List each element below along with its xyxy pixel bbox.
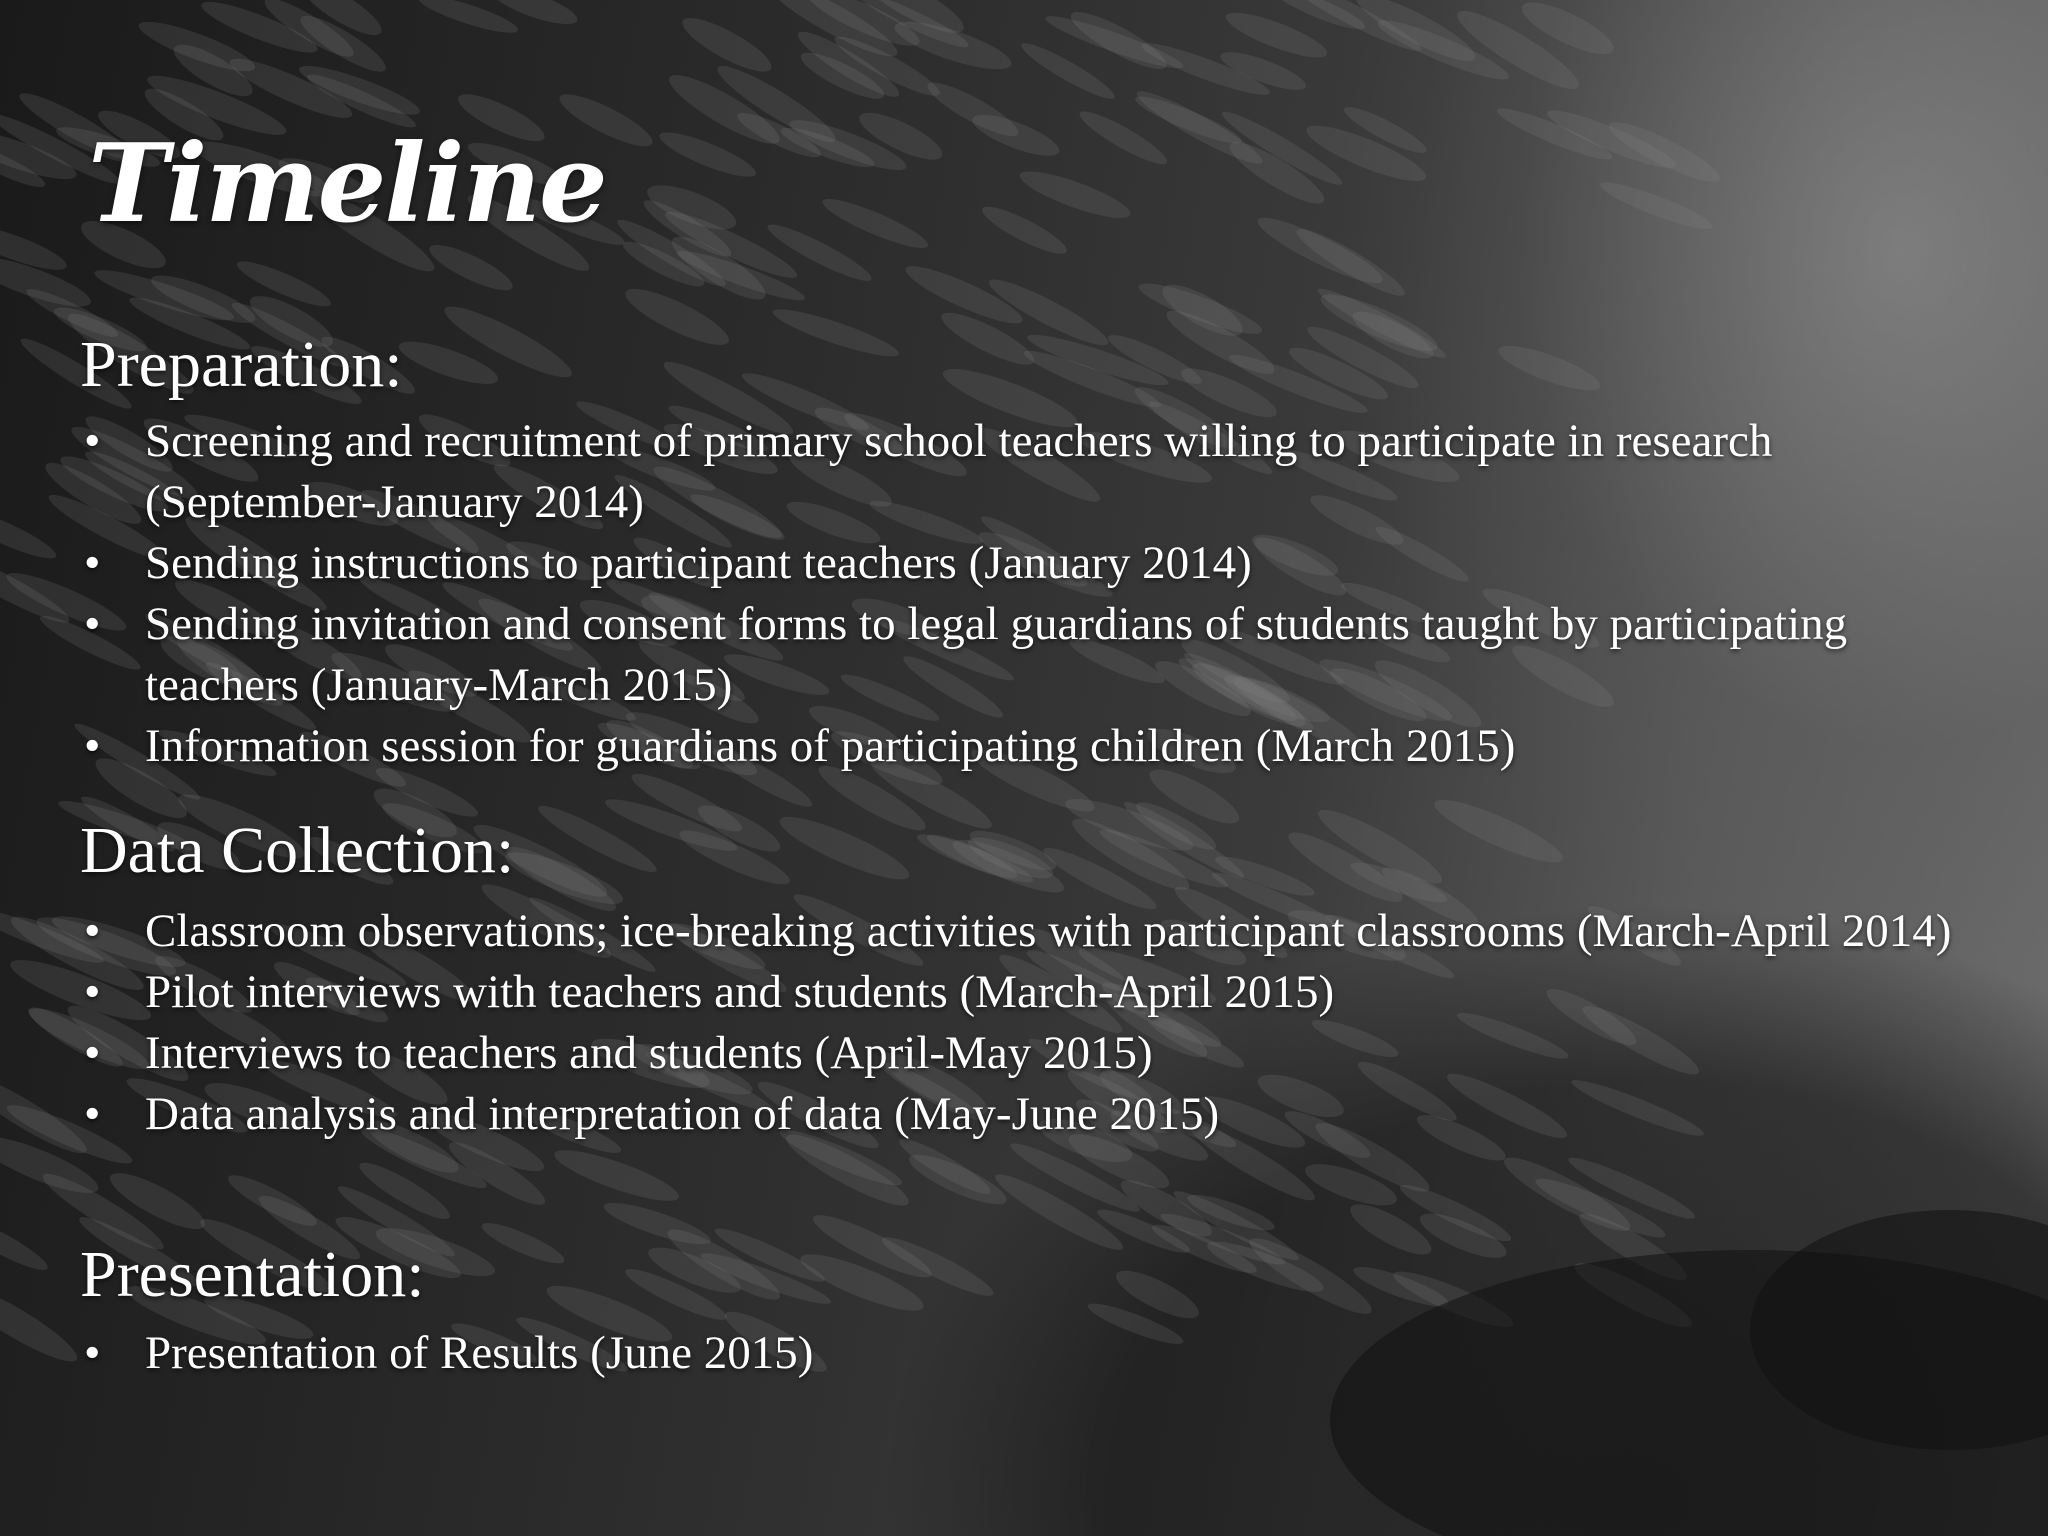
preparation-list [80,411,1980,777]
list-item-text: Sending invitation and consent forms to legal guardians of students taught by participating teachers (January-March 2015) [145,598,1848,711]
list-item-text: Sending instructions to participant teachers (January 2014) [145,537,1252,589]
list-item [80,962,1980,1023]
list-item-text: Interviews to teachers and students (April-May 2015) [145,1027,1153,1079]
section-preparation [80,326,1980,777]
list-item [80,1084,1980,1145]
slide-title: Timeline [88,121,606,247]
list-item-text: Screening and recruitment of primary school teachers willing to participate in research (September-January 2014) [145,415,1773,528]
section-heading-data-collection: Data Collection: [80,814,515,887]
list-item-text: Data analysis and interpretation of data (May-June 2015) [145,1088,1220,1140]
list-item-text: Pilot interviews with teachers and students (March-April 2015) [145,966,1335,1018]
bullet-icon: • [84,1027,101,1079]
presentation-list [80,1323,1980,1384]
list-item [80,594,1980,716]
list-item [80,716,1980,777]
list-item [80,1023,1980,1084]
list-item [80,901,1980,962]
list-item-text: Presentation of Results (June 2015) [145,1327,814,1379]
bullet-icon: • [84,720,101,772]
bullet-icon: • [84,1088,101,1140]
bullet-icon: • [84,905,101,957]
bullet-icon: • [84,966,101,1018]
bullet-icon: • [84,1327,101,1379]
list-item [80,533,1980,594]
bullet-icon: • [84,537,101,589]
section-data-collection [80,812,1980,1145]
data-collection-list [80,901,1980,1145]
list-item-text: Classroom observations; ice-breaking activities with participant classrooms (March-April 2014) [145,905,1952,957]
bullet-icon: • [84,415,101,467]
list-item [80,1323,1980,1384]
bullet-icon: • [84,598,101,650]
section-heading-preparation: Preparation: [80,328,403,401]
list-item [80,411,1980,533]
section-presentation [80,1236,1980,1384]
list-item-text: Information session for guardians of participating children (March 2015) [145,720,1516,772]
section-heading-presentation: Presentation: [80,1238,425,1311]
